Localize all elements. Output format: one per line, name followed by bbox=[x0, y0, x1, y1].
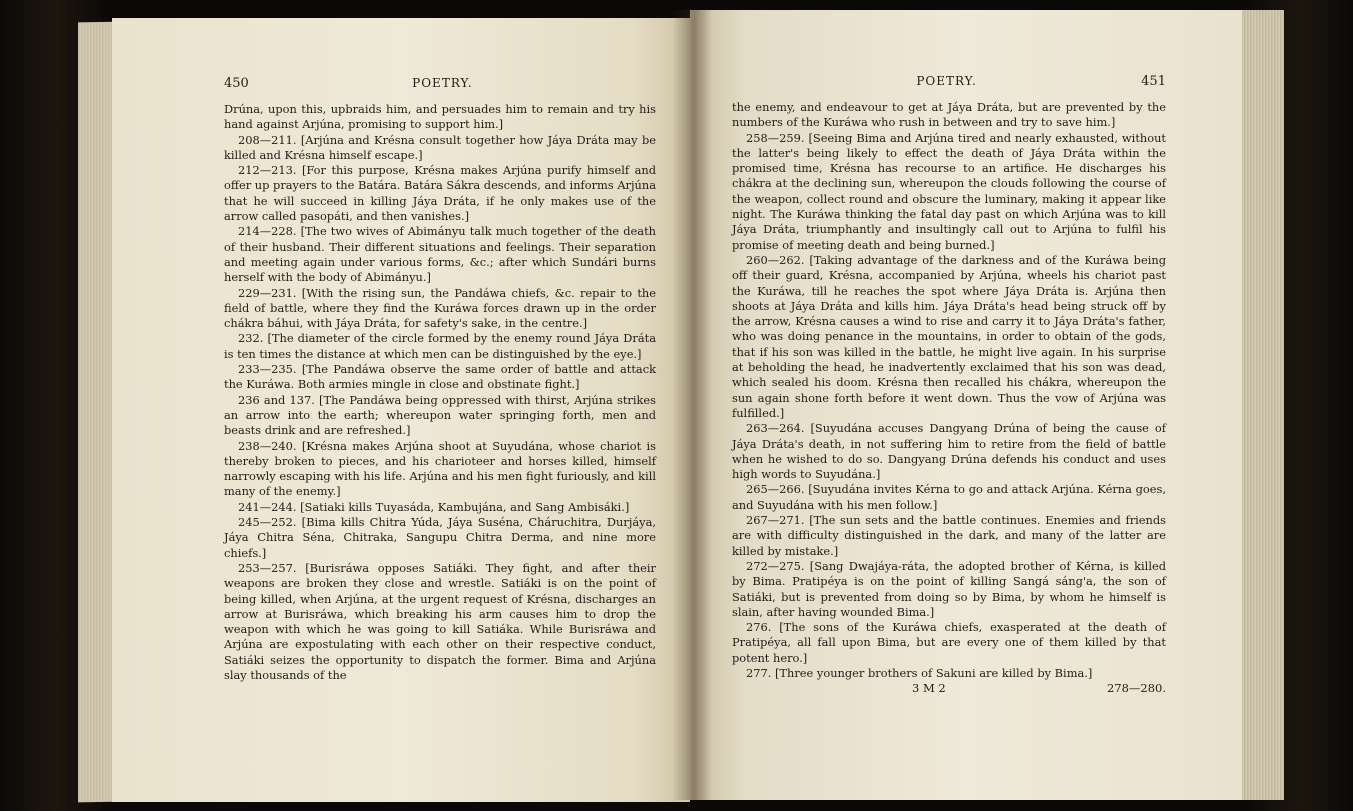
left-page bbox=[112, 18, 690, 802]
catchword: 278—280. bbox=[1106, 681, 1166, 696]
paragraph: 258—259. [Seeing Bima and Arjúna tired and nearly exhausted, without the latter's being likely to effect the death of Jáya Dráta within the promised time, Krésna has recourse to an artifice. He discharges his chákra at the declining sun, whereupon the clouds following the course of the weapon, collect round and obscure the luminary, making it appear like night. The Kuráwa thinking the fatal day past on which Arjúna was to kill Jáya Dráta, triumphantly and insultingly call out to Arjúna to fulfil his promise of meeting death and being burned.] bbox=[732, 130, 1166, 252]
signature-mark: 3 M 2 bbox=[912, 681, 946, 696]
book-gutter bbox=[672, 10, 712, 800]
paragraph: 241—244. [Satiaki kills Tuyasáda, Kambujána, and Sang Ambisáki.] bbox=[238, 499, 630, 514]
left-page-number: 450 bbox=[224, 76, 249, 91]
paragraph: 214—228. [The two wives of Abimányu talk much together of the death of their husband. Their different situations and feelings. Their separation and meeting again under various forms, &c.; after which Sundári burns herself with the body of Abimányu.] bbox=[224, 224, 656, 285]
paragraph: 277. [Three younger brothers of Sakuni are killed by Bima.] bbox=[746, 665, 1093, 680]
paragraph: 276. [The sons of the Kuráwa chiefs, exasperated at the death of Pratipéya, all fall upon Bima, but are every one of them killed by that potent hero.] bbox=[732, 620, 1166, 665]
right-running-head: POETRY. bbox=[916, 74, 977, 88]
paragraph: 229—231. [With the rising sun, the Pandáwa chiefs, &c. repair to the field of battle, where they find the Kuráwa forces drawn up in the order chákra báhui, with Jáya Dráta, for safety's sake, in the centre.] bbox=[224, 285, 656, 331]
right-page-footer bbox=[732, 681, 1166, 695]
paragraph: 238—240. [Krésna makes Arjúna shoot at Suyudána, whose chariot is thereby broken to pieces, and his charioteer and horses killed, himself narrowly escaping with his life. Arjúna and his men fight furiously, and kill many of the enemy.] bbox=[224, 438, 656, 499]
right-page-number: 451 bbox=[1141, 74, 1166, 89]
paragraph: 272—275. [Sang Dwajáya-ráta, the adopted brother of Kérna, is killed by Bima. Pratipéya is on the point of killing Sangá sáng'a, the son of Satiáki, but is prevented from doing so by Bima, by whom he himself is slain, after having wounded Bima.] bbox=[732, 558, 1166, 619]
paragraph: Drúna, upon this, upbraids him, and persuades him to remain and try his hand against Arjúna, promising to support him.] bbox=[224, 102, 656, 132]
paragraph: 236 and 137. [The Pandáwa being oppressed with thirst, Arjúna strikes an arrow into the earth; whereupon water springing forth, men and beasts drink and are refreshed.] bbox=[224, 392, 656, 438]
paragraph: 233—235. [The Pandáwa observe the same order of battle and attack the Kuráwa. Both armies mingle in close and obstinate fight.] bbox=[224, 362, 656, 392]
paragraph: 208—211. [Arjúna and Krésna consult together how Jáya Dráta may be killed and Krésna himself escape.] bbox=[224, 132, 656, 162]
paragraph: 260—262. [Taking advantage of the darkness and of the Kuráwa being off their guard, Krésna, accompanied by Arjúna, wheels his chariot past the Kuráwa, till he reaches the spot where Jáya Dráta is. Arjúna then shoots at Jáya Dráta and kills him. Jáya Dráta's head being struck off by the arrow, Krésna causes a wind to rise and carry it to Jáya Dráta's father, who was doing penance in the mountains, in order to obtain of the gods, that if his son was killed in the battle, he might live again. In his surprise at beholding the head, he inadvertently exclaimed that his son was dead, which sealed his doom. Krésna then recalled his chákra, whereupon the sun again shone forth before it went down. Thus the vow of Arjúna was fulfilled.] bbox=[732, 252, 1166, 420]
paragraph: 245—252. [Bima kills Chitra Yúda, Jáya Suséna, Cháruchitra, Durjáya, Jáya Chitra Séna, Chitraka, Sangupu Chitra Derma, and nine more chiefs.] bbox=[224, 515, 656, 560]
paragraph: 212—213. [For this purpose, Krésna makes Arjúna purify himself and offer up prayers to the Batára. Batára Sákra descends, and informs Arjúna that he will succeed in killing Jáya Dráta, if he only makes use of the arrow called pasopáti, and then vanishes.] bbox=[224, 163, 656, 224]
left-page-header bbox=[224, 76, 656, 92]
paragraph: 263—264. [Suyudána accuses Dangyang Drúna of being the cause of Jáya Dráta's death, in not suffering him to retire from the field of battle when he wished to do so. Dangyang Drúna defends his conduct and uses high words to Suyudána.] bbox=[732, 421, 1166, 482]
right-page bbox=[690, 10, 1242, 800]
left-running-head: POETRY. bbox=[412, 76, 473, 90]
paragraph: 232. [The diameter of the circle formed by the enemy round Jáya Dráta is ten times the distance at which men can be distinguished by the eye.] bbox=[224, 331, 656, 361]
right-page-header bbox=[732, 74, 1166, 90]
paragraph: the enemy, and endeavour to get at Jáya Dráta, but are prevented by the numbers of the Kuráwa who rush in between and try to save him.] bbox=[732, 100, 1166, 130]
paragraph: 267—271. [The sun sets and the battle continues. Enemies and friends are with difficulty distinguished in the dark, and many of the latter are killed by mistake.] bbox=[732, 513, 1166, 558]
right-page-text bbox=[732, 100, 1166, 681]
paragraph: 265—266. [Suyudána invites Kérna to go and attack Arjúna. Kérna goes, and Suyudána with his men follow.] bbox=[732, 482, 1166, 512]
paragraph: 253—257. [Burisráwa opposes Satiáki. They fight, and after their weapons are broken they close and wrestle. Satiáki is on the point of being killed, when Arjúna, at the urgent request of Krésna, discharges an arrow at Burisráwa, which breaking his arm causes him to drop the weapon with which he was going to kill Satiáka. While Burisráwa and Arjúna are expostulating with each other on their respective conduct, Satiáki seizes the opportunity to dispatch the former. Bima and Arjúna slay thousands of the bbox=[224, 560, 656, 682]
left-page-text bbox=[224, 102, 656, 683]
